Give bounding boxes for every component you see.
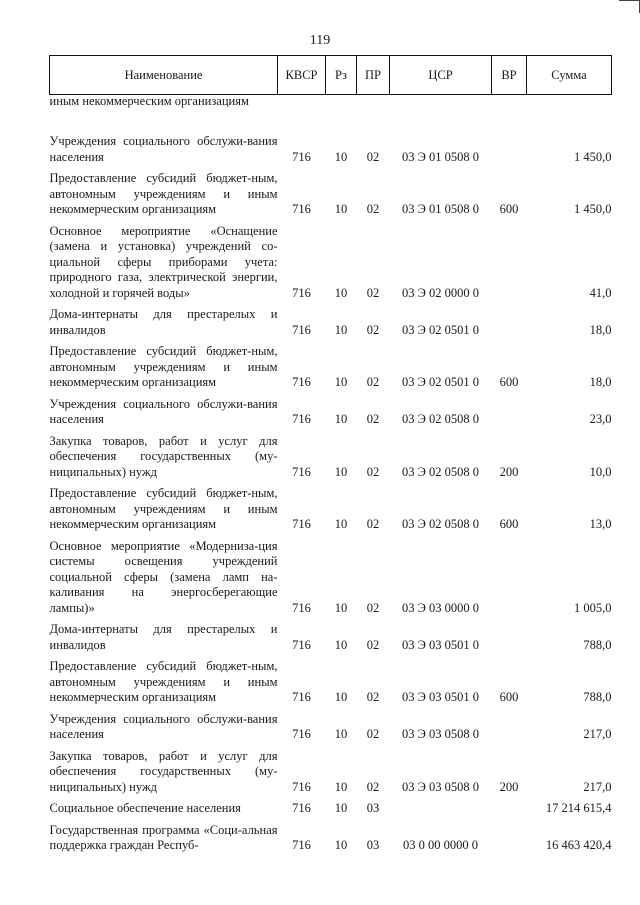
cell-name: Предоставление субсидий бюджет-ным, автономным учреждениям и иным некоммерческим организациям bbox=[49, 344, 278, 389]
cell-rz: 10 bbox=[334, 375, 348, 389]
cell-vr: 600 bbox=[499, 690, 519, 704]
cell-name: Основное мероприятие «Модерниза-ция системы освещения учреждений социальной сферы (замена ламп на-каливания на энергосберегающие лампы)» bbox=[49, 538, 278, 615]
header-csr: ЦСР bbox=[390, 56, 492, 95]
header-sum: Сумма bbox=[527, 56, 612, 95]
cell-vr: 600 bbox=[499, 375, 519, 389]
cell-sum: 788,0 bbox=[583, 637, 612, 652]
cell-sum: 1 005,0 bbox=[574, 600, 612, 615]
page-number: 119 bbox=[309, 33, 331, 48]
cell-pr: 02 bbox=[366, 375, 380, 389]
cell-csr: 03 Э 02 0508 0 bbox=[401, 517, 479, 531]
cell-vr bbox=[492, 795, 527, 817]
corner-mark bbox=[619, 0, 640, 13]
cell-kvsr: 716 bbox=[292, 637, 311, 652]
cell-vr: 200 bbox=[499, 464, 519, 479]
table-row bbox=[50, 616, 612, 653]
cell-rz: 10 bbox=[334, 517, 348, 531]
spacer-row bbox=[50, 108, 612, 128]
cell-kvsr: 716 bbox=[292, 322, 311, 337]
cell-csr: 03 Э 03 0501 0 bbox=[401, 690, 479, 704]
cell-sum: 217,0 bbox=[583, 727, 612, 741]
cell-csr: 03 Э 02 0508 0 bbox=[401, 464, 479, 479]
cell-rz: 10 bbox=[334, 149, 348, 164]
cell-csr: 03 Э 02 0501 0 bbox=[401, 322, 479, 337]
continuation-text: иным некоммерческим организациям bbox=[49, 94, 249, 108]
cell-name: Учреждения социального обслужи-вания населения bbox=[49, 711, 278, 741]
cell-kvsr: 716 bbox=[292, 412, 311, 426]
table-row bbox=[50, 817, 612, 854]
cell-kvsr: 716 bbox=[292, 202, 311, 216]
cell-vr bbox=[492, 128, 527, 165]
cell-csr: 03 Э 03 0508 0 bbox=[401, 779, 479, 794]
cell-kvsr: 716 bbox=[292, 600, 311, 615]
cell-csr: 03 0 00 0000 0 bbox=[403, 838, 478, 852]
cell-csr: 03 Э 03 0000 0 bbox=[401, 600, 479, 615]
cell-pr: 02 bbox=[366, 285, 380, 300]
cell-kvsr: 716 bbox=[292, 285, 311, 300]
table-body bbox=[50, 95, 612, 854]
header-vr: ВР bbox=[492, 56, 527, 95]
cell-sum: 16 463 420,4 bbox=[545, 838, 612, 852]
cell-pr: 02 bbox=[366, 517, 380, 531]
table-row bbox=[50, 533, 612, 617]
cell-rz: 10 bbox=[334, 727, 348, 741]
cell-name: Предоставление субсидий бюджет-ным, автономным учреждениям и иным некоммерческим организациям bbox=[49, 171, 278, 216]
table-row bbox=[50, 301, 612, 338]
cell-sum: 10,0 bbox=[589, 464, 612, 479]
cell-csr: 03 Э 02 0000 0 bbox=[401, 285, 479, 300]
cell-kvsr: 716 bbox=[292, 464, 311, 479]
header-kvsr: КВСР bbox=[278, 56, 326, 95]
cell-kvsr: 716 bbox=[292, 375, 311, 389]
cell-sum: 217,0 bbox=[583, 779, 612, 794]
cell-rz: 10 bbox=[334, 202, 348, 216]
table-row bbox=[50, 706, 612, 743]
cell-csr: 03 Э 03 0501 0 bbox=[401, 637, 479, 652]
header-rz: Рз bbox=[326, 56, 357, 95]
cell-pr: 02 bbox=[366, 412, 380, 426]
cell-rz: 10 bbox=[334, 285, 348, 300]
table-row bbox=[50, 653, 612, 706]
cell-rz: 10 bbox=[334, 464, 348, 479]
table-row bbox=[50, 391, 612, 428]
cell-kvsr: 716 bbox=[292, 838, 311, 852]
cell-name: Дома-интернаты для престарелых и инвалидов bbox=[49, 622, 278, 652]
cell-rz: 10 bbox=[334, 637, 348, 652]
table-row bbox=[50, 218, 612, 302]
table-header-row bbox=[50, 56, 612, 95]
cell-csr: 03 Э 02 0501 0 bbox=[401, 375, 479, 389]
cell-csr: 03 Э 03 0508 0 bbox=[401, 727, 479, 741]
cell-sum: 41,0 bbox=[589, 285, 612, 300]
cell-name: Социальное обеспечение населения bbox=[49, 801, 241, 815]
cell-rz: 10 bbox=[334, 801, 348, 815]
table-row bbox=[50, 128, 612, 165]
cell-name: Дома-интернаты для престарелых и инвалидов bbox=[49, 307, 278, 337]
cell-vr bbox=[492, 218, 527, 302]
cell-vr bbox=[492, 706, 527, 743]
cell-vr bbox=[492, 533, 527, 617]
cell-name: Учреждения социального обслужи-вания населения bbox=[49, 134, 278, 164]
cell-vr bbox=[492, 817, 527, 854]
cell-sum: 18,0 bbox=[589, 322, 612, 337]
cell-kvsr: 716 bbox=[292, 517, 311, 531]
cell-pr: 02 bbox=[366, 464, 380, 479]
cell-pr: 03 bbox=[366, 801, 380, 815]
cell-sum: 1 450,0 bbox=[574, 202, 612, 216]
cell-vr bbox=[492, 616, 527, 653]
cell-kvsr: 716 bbox=[292, 779, 311, 794]
cell-sum: 1 450,0 bbox=[574, 149, 612, 164]
continuation-row bbox=[50, 95, 612, 109]
cell-name: Закупка товаров, работ и услуг для обеспечения государственных (му-ниципальных) нужд bbox=[49, 748, 278, 794]
cell-kvsr: 716 bbox=[292, 801, 311, 815]
cell-name: Закупка товаров, работ и услуг для обеспечения государственных (му-ниципальных) нужд bbox=[49, 433, 278, 479]
cell-vr bbox=[492, 391, 527, 428]
header-pr: ПР bbox=[357, 56, 390, 95]
cell-pr: 03 bbox=[366, 838, 380, 852]
cell-sum: 23,0 bbox=[589, 412, 612, 426]
cell-vr bbox=[492, 301, 527, 338]
budget-table bbox=[49, 55, 612, 854]
cell-name: Основное мероприятие «Оснащение (замена и установка) учреждений со-циальной сферы приборами учета: природного газа, электрической энергии, холодной и горячей воды» bbox=[49, 223, 278, 300]
cell-pr: 02 bbox=[366, 690, 380, 704]
cell-vr: 600 bbox=[499, 517, 519, 531]
cell-kvsr: 716 bbox=[292, 727, 311, 741]
table-row bbox=[50, 165, 612, 218]
cell-csr bbox=[390, 795, 492, 817]
cell-rz: 10 bbox=[334, 600, 348, 615]
cell-kvsr: 716 bbox=[292, 149, 311, 164]
cell-pr: 02 bbox=[366, 727, 380, 741]
cell-pr: 02 bbox=[366, 149, 380, 164]
table-row bbox=[50, 795, 612, 817]
table-row bbox=[50, 428, 612, 481]
cell-sum: 18,0 bbox=[589, 375, 612, 389]
cell-sum: 788,0 bbox=[583, 690, 612, 704]
cell-rz: 10 bbox=[334, 838, 348, 852]
cell-vr: 600 bbox=[499, 202, 519, 216]
table-row bbox=[50, 338, 612, 391]
cell-name: Предоставление субсидий бюджет-ным, автономным учреждениям и иным некоммерческим организациям bbox=[49, 486, 278, 531]
cell-csr: 03 Э 01 0508 0 bbox=[401, 202, 479, 216]
cell-kvsr: 716 bbox=[292, 690, 311, 704]
cell-csr: 03 Э 02 0508 0 bbox=[401, 412, 479, 426]
cell-csr: 03 Э 01 0508 0 bbox=[401, 149, 479, 164]
cell-rz: 10 bbox=[334, 690, 348, 704]
table-row bbox=[50, 743, 612, 796]
cell-pr: 02 bbox=[366, 600, 380, 615]
cell-sum: 17 214 615,4 bbox=[545, 801, 612, 815]
cell-name: Предоставление субсидий бюджет-ным, автономным учреждениям и иным некоммерческим организациям bbox=[49, 659, 278, 704]
cell-pr: 02 bbox=[366, 637, 380, 652]
cell-rz: 10 bbox=[334, 322, 348, 337]
header-name: Наименование bbox=[50, 56, 278, 95]
cell-vr: 200 bbox=[499, 779, 519, 794]
cell-pr: 02 bbox=[366, 779, 380, 794]
cell-rz: 10 bbox=[334, 779, 348, 794]
cell-rz: 10 bbox=[334, 412, 348, 426]
cell-name: Государственная программа «Соци-альная поддержка граждан Респуб- bbox=[49, 822, 278, 852]
cell-sum: 13,0 bbox=[589, 517, 612, 531]
cell-pr: 02 bbox=[366, 202, 380, 216]
cell-name: Учреждения социального обслужи-вания населения bbox=[49, 396, 278, 426]
table-row bbox=[50, 480, 612, 533]
cell-pr: 02 bbox=[366, 322, 380, 337]
